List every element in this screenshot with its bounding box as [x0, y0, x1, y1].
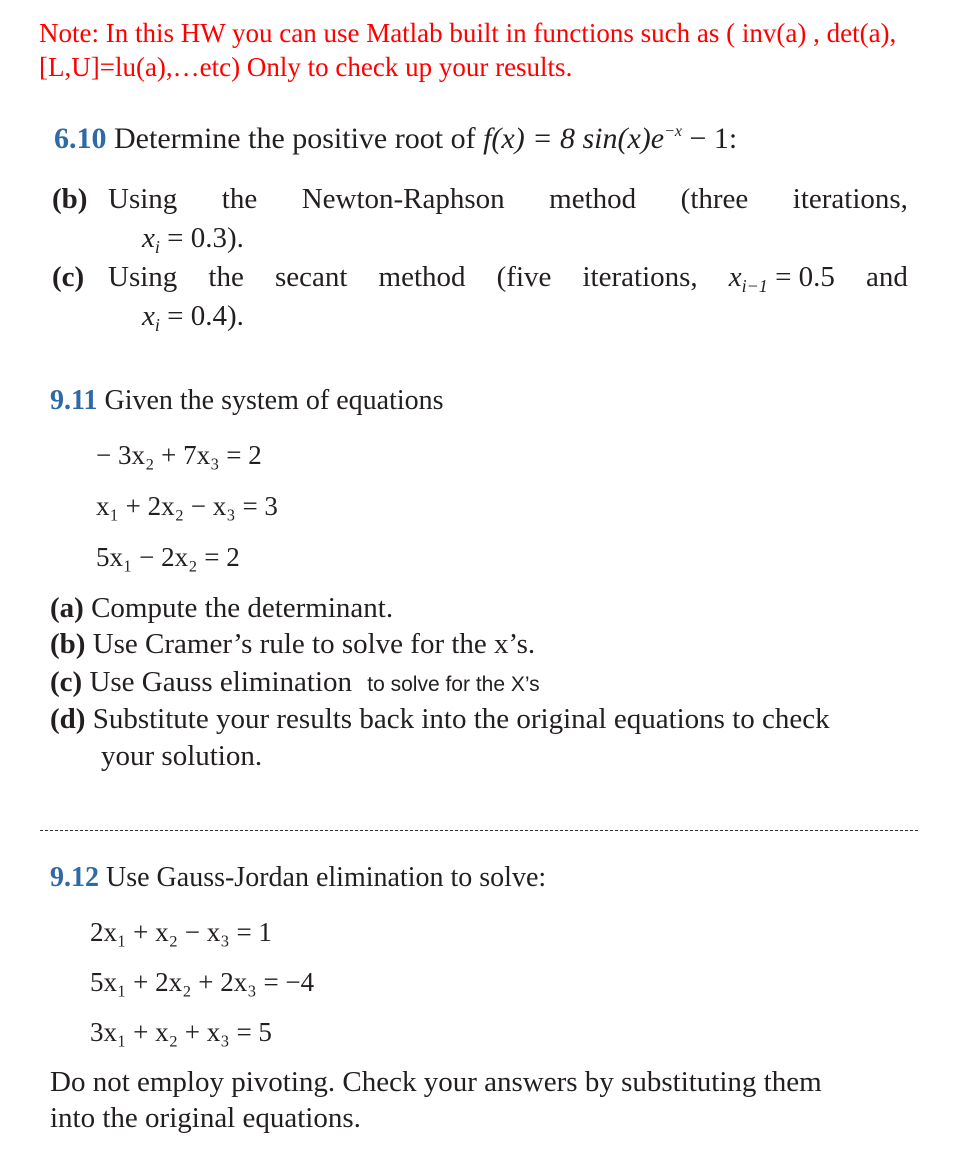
part-c-extra: to solve for the X’s — [367, 673, 540, 696]
problem-9-11-heading: 9.11 Given the system of equations — [50, 385, 444, 416]
footer-line-1: Do not employ pivoting. Check your answers by substituting them — [50, 1066, 822, 1098]
note-line-1: Note: In this HW you can use Matlab built in functions such as ( inv(a) , det(a), — [39, 18, 897, 48]
problem-6-10-heading — [54, 122, 737, 156]
problem-text: Determine the positive root of — [114, 122, 476, 155]
part-c-label: (c) — [52, 261, 85, 293]
equation-2: x₁ + 2x₂ − x₃ = 3 — [96, 491, 278, 521]
part-b-line-1: Using the Newton-Raphson method (three iterations, — [108, 183, 908, 215]
part-a: (a) Compute the determinant. — [50, 592, 394, 624]
note-line-2: [L,U]=lu(a),…etc) Only to check up your results. — [39, 52, 573, 82]
equation-2: 5x₁ + 2x₂ + 2x₃ = −4 — [90, 967, 315, 997]
equation-1: 2x₁ + x₂ − x₃ = 1 — [90, 917, 272, 947]
problem-number: 6.10 — [54, 122, 107, 155]
equation-3: 5x₁ − 2x₂ = 2 — [96, 542, 240, 572]
part-c-line-2: $x_i = 0.4$). — [142, 300, 244, 335]
part-c: (c) Use Gauss elimination to solve for the X’s — [50, 666, 540, 698]
part-b-line-2: $x_i = 0.3$). — [142, 222, 244, 257]
equation-1: − 3x₂ + 7x₃ = 2 — [96, 440, 262, 470]
function-exponent: −x — [664, 123, 682, 140]
function-expression: f(x) = 8 sin(x)e — [483, 122, 665, 155]
equation-3: 3x₁ + x₂ + x₃ = 5 — [90, 1017, 272, 1047]
problem-9-12-heading: 9.12 Use Gauss-Jordan elimination to solve: — [50, 862, 547, 893]
footer-line-2: into the original equations. — [50, 1102, 361, 1134]
part-d-continued: your solution. — [101, 740, 263, 772]
part-b-label: (b) — [52, 183, 88, 215]
part-d: (d) Substitute your results back into the original equations to check — [50, 703, 830, 735]
function-tail: − 1: — [681, 122, 738, 155]
part-c-line-1: Using the secant method (five iterations, $x_{i-1} = 0.5$ and — [108, 261, 908, 296]
separator-dashed-line — [40, 830, 918, 831]
part-b: (b) Use Cramer’s rule to solve for the x’s. — [50, 628, 536, 660]
